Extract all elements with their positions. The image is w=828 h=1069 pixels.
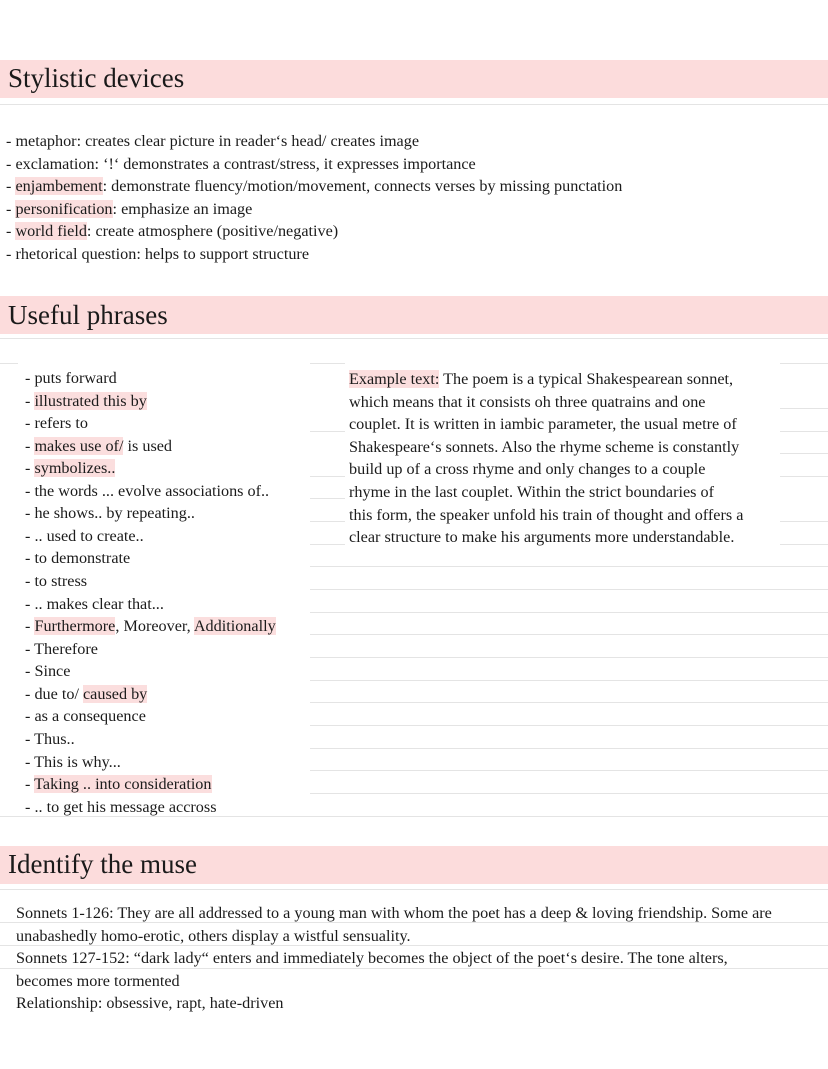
phrase-text: Therefore bbox=[34, 640, 98, 658]
phrase-text: Taking .. into consideration bbox=[34, 775, 212, 793]
list-item: - rhetorical question: helps to support structure bbox=[6, 245, 309, 263]
ruled-line bbox=[310, 725, 828, 726]
divider bbox=[0, 889, 828, 890]
list-item: - refers to bbox=[25, 414, 88, 432]
list-item: - personification: emphasize an image bbox=[6, 200, 253, 218]
ruled-line bbox=[780, 408, 828, 409]
phrase-text: This is why... bbox=[34, 753, 121, 771]
device-desc: : create atmosphere (positive/negative) bbox=[86, 222, 339, 240]
phrase-text: due to/ bbox=[34, 685, 83, 703]
list-item: - puts forward bbox=[25, 369, 117, 387]
ruled-line bbox=[310, 566, 828, 567]
list-item: - enjambement: demonstrate fluency/motion/movement, connects verses by missing punctation bbox=[6, 177, 623, 195]
muse-line: Sonnets 1-126: They are all addressed to a young man with whom the poet has a deep & loving friendship. Some are bbox=[16, 904, 772, 922]
example-line bbox=[349, 368, 743, 391]
list-item: - to stress bbox=[25, 572, 88, 590]
example-line: build up of a cross rhyme and only changes to a couple bbox=[349, 460, 706, 479]
list-item: - world field: create atmosphere (positive/negative) bbox=[6, 222, 339, 240]
phrase-text: he shows.. by repeating.. bbox=[34, 504, 195, 522]
phrase-text: to demonstrate bbox=[34, 549, 131, 567]
list-item: - Taking .. into consideration bbox=[25, 775, 212, 793]
ruled-line bbox=[310, 634, 828, 635]
device-term: rhetorical question bbox=[15, 245, 137, 263]
device-desc: : demonstrate fluency/motion/movement, connects verses by missing punctation bbox=[102, 177, 623, 195]
phrase-text: the words ... evolve associations of.. bbox=[34, 482, 270, 500]
phrase-text: as a consequence bbox=[34, 707, 146, 725]
ruled-line bbox=[780, 431, 828, 432]
ruled-line bbox=[780, 453, 828, 454]
list-item: - Since bbox=[25, 662, 71, 680]
device-term: enjambement bbox=[15, 177, 103, 195]
example-label: Example text: bbox=[349, 370, 440, 388]
ruled-line bbox=[310, 657, 828, 658]
list-item: - as a consequence bbox=[25, 707, 146, 725]
ruled-line bbox=[310, 498, 345, 499]
ruled-line bbox=[310, 363, 345, 364]
phrase-text: Since bbox=[34, 662, 71, 680]
example-line: rhyme in the last couplet. Within the strict boundaries of bbox=[349, 482, 714, 501]
list-item: - metaphor: creates clear picture in reader‘s head/ creates image bbox=[6, 132, 420, 150]
list-item: - Therefore bbox=[25, 640, 98, 658]
phrase-text: illustrated this by bbox=[34, 392, 147, 410]
section-title: Useful phrases bbox=[8, 300, 168, 330]
example-line: clear structure to make his arguments more understandable. bbox=[349, 528, 735, 547]
list-item: - Thus.. bbox=[25, 730, 75, 748]
list-item: - .. used to create.. bbox=[25, 527, 144, 545]
section-title: Stylistic devices bbox=[8, 63, 185, 93]
list-item: - exclamation: ‘!‘ demonstrates a contrast/stress, it expresses importance bbox=[6, 155, 476, 173]
device-desc: : helps to support structure bbox=[136, 245, 309, 263]
ruled-line bbox=[780, 363, 828, 364]
phrase-text: puts forward bbox=[34, 369, 117, 387]
ruled-line bbox=[780, 521, 828, 522]
phrase-text: .. to get his message accross bbox=[34, 798, 217, 816]
phrase-text: Furthermore bbox=[34, 617, 116, 635]
list-item: - to demonstrate bbox=[25, 549, 131, 567]
muse-line: Sonnets 127-152: “dark lady“ enters and immediately becomes the object of the poet‘s desire. The tone alters, bbox=[16, 949, 728, 968]
ruled-line bbox=[310, 680, 828, 681]
phrase-text: makes use of/ bbox=[34, 437, 124, 455]
device-term: world field bbox=[15, 222, 87, 240]
example-text: The poem is a typical Shakespearean sonnet, bbox=[439, 370, 734, 388]
list-item: - This is why... bbox=[25, 753, 121, 771]
list-item: - he shows.. by repeating.. bbox=[25, 504, 195, 522]
list-item: - makes use of/ is used bbox=[25, 437, 173, 455]
ruled-line bbox=[310, 544, 345, 545]
divider bbox=[0, 338, 828, 339]
device-desc: : ‘!‘ demonstrates a contrast/stress, it expresses importance bbox=[94, 155, 476, 173]
list-item: - the words ... evolve associations of.. bbox=[25, 482, 270, 500]
phrase-text: symbolizes.. bbox=[34, 459, 116, 477]
ruled-line bbox=[310, 770, 828, 771]
ruled-line bbox=[310, 476, 345, 477]
phrase-text: refers to bbox=[34, 414, 88, 432]
device-desc: : emphasize an image bbox=[112, 200, 253, 218]
section-header-phrases bbox=[0, 296, 828, 334]
phrase-text: to stress bbox=[34, 572, 88, 590]
list-item: - Furthermore, Moreover, Additionally bbox=[25, 617, 276, 635]
section-header-muse bbox=[0, 846, 828, 884]
section-header-stylistic bbox=[0, 60, 828, 98]
list-item: - .. makes clear that... bbox=[25, 595, 164, 613]
phrase-text: Thus.. bbox=[34, 730, 75, 748]
device-term: personification bbox=[15, 200, 113, 218]
phrase-text: caused by bbox=[83, 685, 148, 703]
ruled-line bbox=[310, 793, 828, 794]
list-item: - illustrated this by bbox=[25, 392, 147, 410]
phrase-text: .. makes clear that... bbox=[34, 595, 164, 613]
phrase-text: is used bbox=[123, 437, 173, 455]
list-item: - due to/ caused by bbox=[25, 685, 148, 703]
device-desc: : creates clear picture in reader‘s head/ creates image bbox=[76, 132, 420, 150]
example-line: this form, the speaker unfold his train of thought and offers a bbox=[349, 505, 744, 524]
muse-line: becomes more tormented bbox=[16, 971, 180, 990]
muse-line: unabashedly homo-erotic, others display a wistful sensuality. bbox=[16, 926, 411, 945]
example-line: which means that it consists oh three quatrains and one bbox=[349, 392, 706, 411]
phrase-text: .. used to create.. bbox=[34, 527, 144, 545]
ruled-line bbox=[310, 431, 345, 432]
ruled-line bbox=[780, 544, 828, 545]
list-item: - .. to get his message accross bbox=[25, 798, 217, 816]
ruled-line bbox=[310, 521, 345, 522]
example-line: couplet. It is written in iambic parameter, the usual metre of bbox=[349, 415, 737, 434]
section-title: Identify the muse bbox=[8, 849, 197, 879]
device-term: exclamation bbox=[15, 155, 95, 173]
ruled-line bbox=[310, 589, 828, 590]
ruled-line bbox=[310, 702, 828, 703]
list-item: - symbolizes.. bbox=[25, 459, 116, 477]
phrase-text: Additionally bbox=[193, 617, 276, 635]
example-line: Shakespeare‘s sonnets. Also the rhyme scheme is constantly bbox=[349, 437, 740, 456]
muse-line: Relationship: obsessive, rapt, hate-driven bbox=[16, 994, 284, 1013]
divider bbox=[0, 104, 828, 105]
muse-text-block bbox=[16, 902, 772, 1015]
ruled-line bbox=[310, 748, 828, 749]
ruled-line bbox=[0, 363, 18, 364]
device-term: metaphor bbox=[15, 132, 77, 150]
example-text-block bbox=[349, 368, 743, 549]
phrase-text: , Moreover, bbox=[115, 617, 194, 635]
ruled-line bbox=[780, 476, 828, 477]
ruled-line bbox=[310, 612, 828, 613]
